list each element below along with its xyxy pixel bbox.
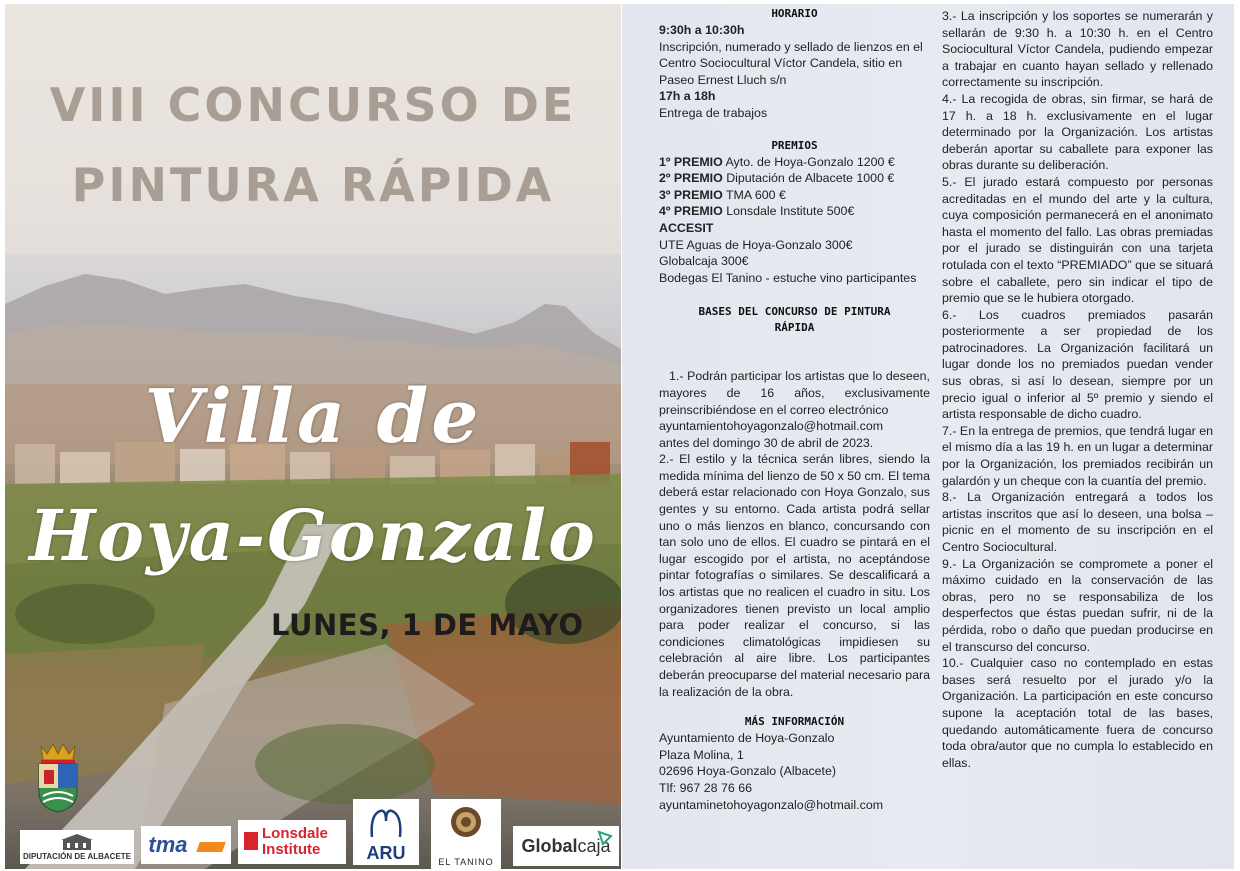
horario-heading: HORARIO (771, 7, 818, 20)
tanino-seal-icon (449, 805, 483, 839)
diputacion-logo-text: DIPUTACIÓN DE ALBACETE (23, 852, 131, 861)
prize-rank: 2º PREMIO (659, 171, 723, 186)
bases-rule-9: 9.- La Organización se compromete a poner el máximo cuidado en la conservación de las obras, pero no se responsabiliza de los desperfectos que éstas puedan sufrir, ni de la pérdida, robo o daño que puedan producirse en el transcurso del concurso. (942, 556, 1213, 654)
info-line: Ayuntamiento de Hoya-Gonzalo (659, 731, 835, 746)
accesit-item: Bodegas El Tanino - estuche vino participantes (659, 270, 917, 285)
prize-rank: 3º PREMIO (659, 187, 723, 202)
info-line: Tlf: 967 28 76 66 (659, 780, 752, 795)
bases-rule-5: 5.- El jurado estará compuesto por personas acreditadas en el mundo del arte y la cultura, cuya composición permanecerá en el anonimato hasta el momento del fallo. Las obras premiadas por el jurado se distinguirán con una tarjeta rotulada con el texto “PREMIADO” que se situará sobre el caballete, pero sin indicar el tipo de premio que se le hubiera otorgado. (942, 174, 1213, 306)
bases-rule-3: 3.- La inscripción y los soportes se numerarán y sellarán de 9:30 h. a 10:30 h. en el Centro Sociocultural Víctor Candela, pudiendo empezar a trabajar en cuanto hayan sellado y rellenado correctamente su inscripción. (942, 9, 1213, 90)
bases-rule-2: 2.- El estilo y la técnica serán libres, siendo la medida mínima del lienzo de 50 x 50 cm. El tema deberá estar relacionado con Hoya Gonzalo, sus gentes y su entorno. Cada artista podrá sellar uno o más lienzos en blanco, concursando con tan solo uno de ellos. El cuadro se pintará en el lugar escogido por el artista, no aceptándose pintar fotografías o similares. Se descalificará a los artistas que no realicen el cuadro in situ. Los organizadores tienen previsto un local amplio para poder realizar el concurso, si las condiciones climatológicas impidiesen su celebración al aire libre. Los participantes deberán preocuparse del material necesario para la realización de la obra. (659, 452, 930, 699)
bases-rule-1: 1.- Podrán participar los artistas que lo deseen, mayores de 16 años, exclusivamente preinscribiéndose en el correo electrónico (659, 369, 930, 417)
bases-rule-10: 10.- Cualquier caso no contemplado en estas bases será resuelto por el jurado y/o la Organización. La participación en este concurso supone la aceptación total de las bases, quedando automáticamente fuera de concurso toda obra/autor que no cumpla lo establecido en ellas. (942, 656, 1213, 770)
tma-logo-text: tma (148, 832, 188, 857)
bases-rule-4: 4.- La recogida de obras, sin firmar, se hará de 17 h. a 18 h. exclusivamente en el lugar determinado por la Organización. Los artistas deberán aportar su caballete para exponer las obras durante su deliberación. (942, 91, 1213, 173)
village-title-line2: Hoya-Gonzalo (29, 494, 597, 577)
premios-heading: PREMIOS (771, 138, 818, 152)
tma-stripe-icon (196, 842, 226, 852)
bases-rule-7: 7.- En la entrega de premios, que tendrá lugar en el mismo día a las 19 h. en un lugar a determinar por la Organización, los premiados recibirán un galardón y un cheque con la cuantía del premio. (942, 423, 1213, 488)
lonsdale-institute: Institute (262, 841, 321, 858)
prize-item (659, 187, 930, 204)
event-date: LUNES, 1 DE MAYO (271, 608, 584, 642)
info-email: ayuntaminetohoyagonzalo@hotmail.com (659, 797, 884, 812)
poster-title-line1: VIII CONCURSO DE (49, 78, 577, 132)
lonsdale-logo (238, 820, 346, 864)
globalcaja-rest: caja (577, 836, 611, 856)
coat-of-arms-icon (35, 742, 81, 814)
bases-rule-8: 8.- La Organización entregará a todos los artistas inscritos que así lo deseen, una bolsa –picnic en el momento de su inscripción en el Centro Sociocultural. (942, 490, 1213, 554)
poster (5, 4, 621, 869)
globalcaja-mark-icon (597, 830, 613, 846)
info-line: 02696 Hoya-Gonzalo (Albacete) (659, 764, 837, 779)
diputacion-logo (20, 830, 134, 864)
info-line: Plaza Molina, 1 (659, 747, 744, 762)
column-left (659, 6, 930, 813)
info-heading: MÁS INFORMACIÓN (744, 715, 845, 729)
horario-desc-2: Entrega de trabajos (659, 105, 768, 120)
lonsdale-name: Lonsdale (262, 825, 328, 842)
building-icon (61, 834, 93, 850)
tma-logo (141, 826, 231, 864)
column-right (942, 8, 1213, 771)
prize-item (659, 154, 930, 171)
village-title-line1: Villa de (144, 374, 482, 460)
aru-figure-icon (366, 807, 406, 841)
lonsdale-mark-icon (244, 832, 258, 850)
prize-rank: 4º PREMIO (659, 204, 723, 219)
tanino-logo (431, 799, 501, 869)
accesit-item: UTE Aguas de Hoya-Gonzalo 300€ (659, 237, 853, 252)
prize-item (659, 203, 930, 220)
globalcaja-bold: Global (521, 836, 578, 856)
info-panel (622, 4, 1234, 869)
prize-text: TMA 600 € (725, 187, 786, 202)
horario-desc-1: Inscripción, numerado y sellado de lienzos en el Centro Sociocultural Víctor Candela, sitio en Paseo Ernest Lluch s/n (659, 39, 923, 87)
bases-heading: BASES DEL CONCURSO DE PINTURA RÁPIDA (698, 305, 891, 335)
bases-deadline: antes del domingo 30 de abril de 2023. (659, 435, 874, 450)
poster-title-line2: PINTURA RÁPIDA (71, 158, 555, 212)
tanino-logo-text: EL TANINO (438, 857, 494, 867)
aru-logo (353, 799, 419, 865)
prize-text: Lonsdale Institute 500€ (726, 204, 855, 219)
prize-rank: 1º PREMIO (659, 154, 723, 169)
bases-email: ayuntamientohoyagonzalo@hotmail.com (659, 419, 884, 434)
prize-text: Diputación de Albacete 1000 € (726, 171, 895, 186)
accesit-label: ACCESIT (659, 220, 714, 235)
accesit-item: Globalcaja 300€ (659, 254, 749, 269)
aru-logo-text: ARU (366, 843, 406, 863)
horario-time-1: 9:30h a 10:30h (659, 23, 745, 37)
globalcaja-logo (513, 826, 619, 866)
prize-text: Ayto. de Hoya-Gonzalo 1200 € (725, 154, 895, 169)
bases-rule-6: 6.- Los cuadros premiados pasarán posteriormente a ser propiedad de los patrocinadores. La Organización facilitará un lugar donde los no premiados puedan vender sus obras, si así lo desean, siempre por un precio igual o inferior al 5º premio y siendo el artista responsable de dicho cuadro. (942, 307, 1213, 422)
prize-item (659, 170, 930, 187)
horario-time-2: 17h a 18h (659, 89, 716, 104)
